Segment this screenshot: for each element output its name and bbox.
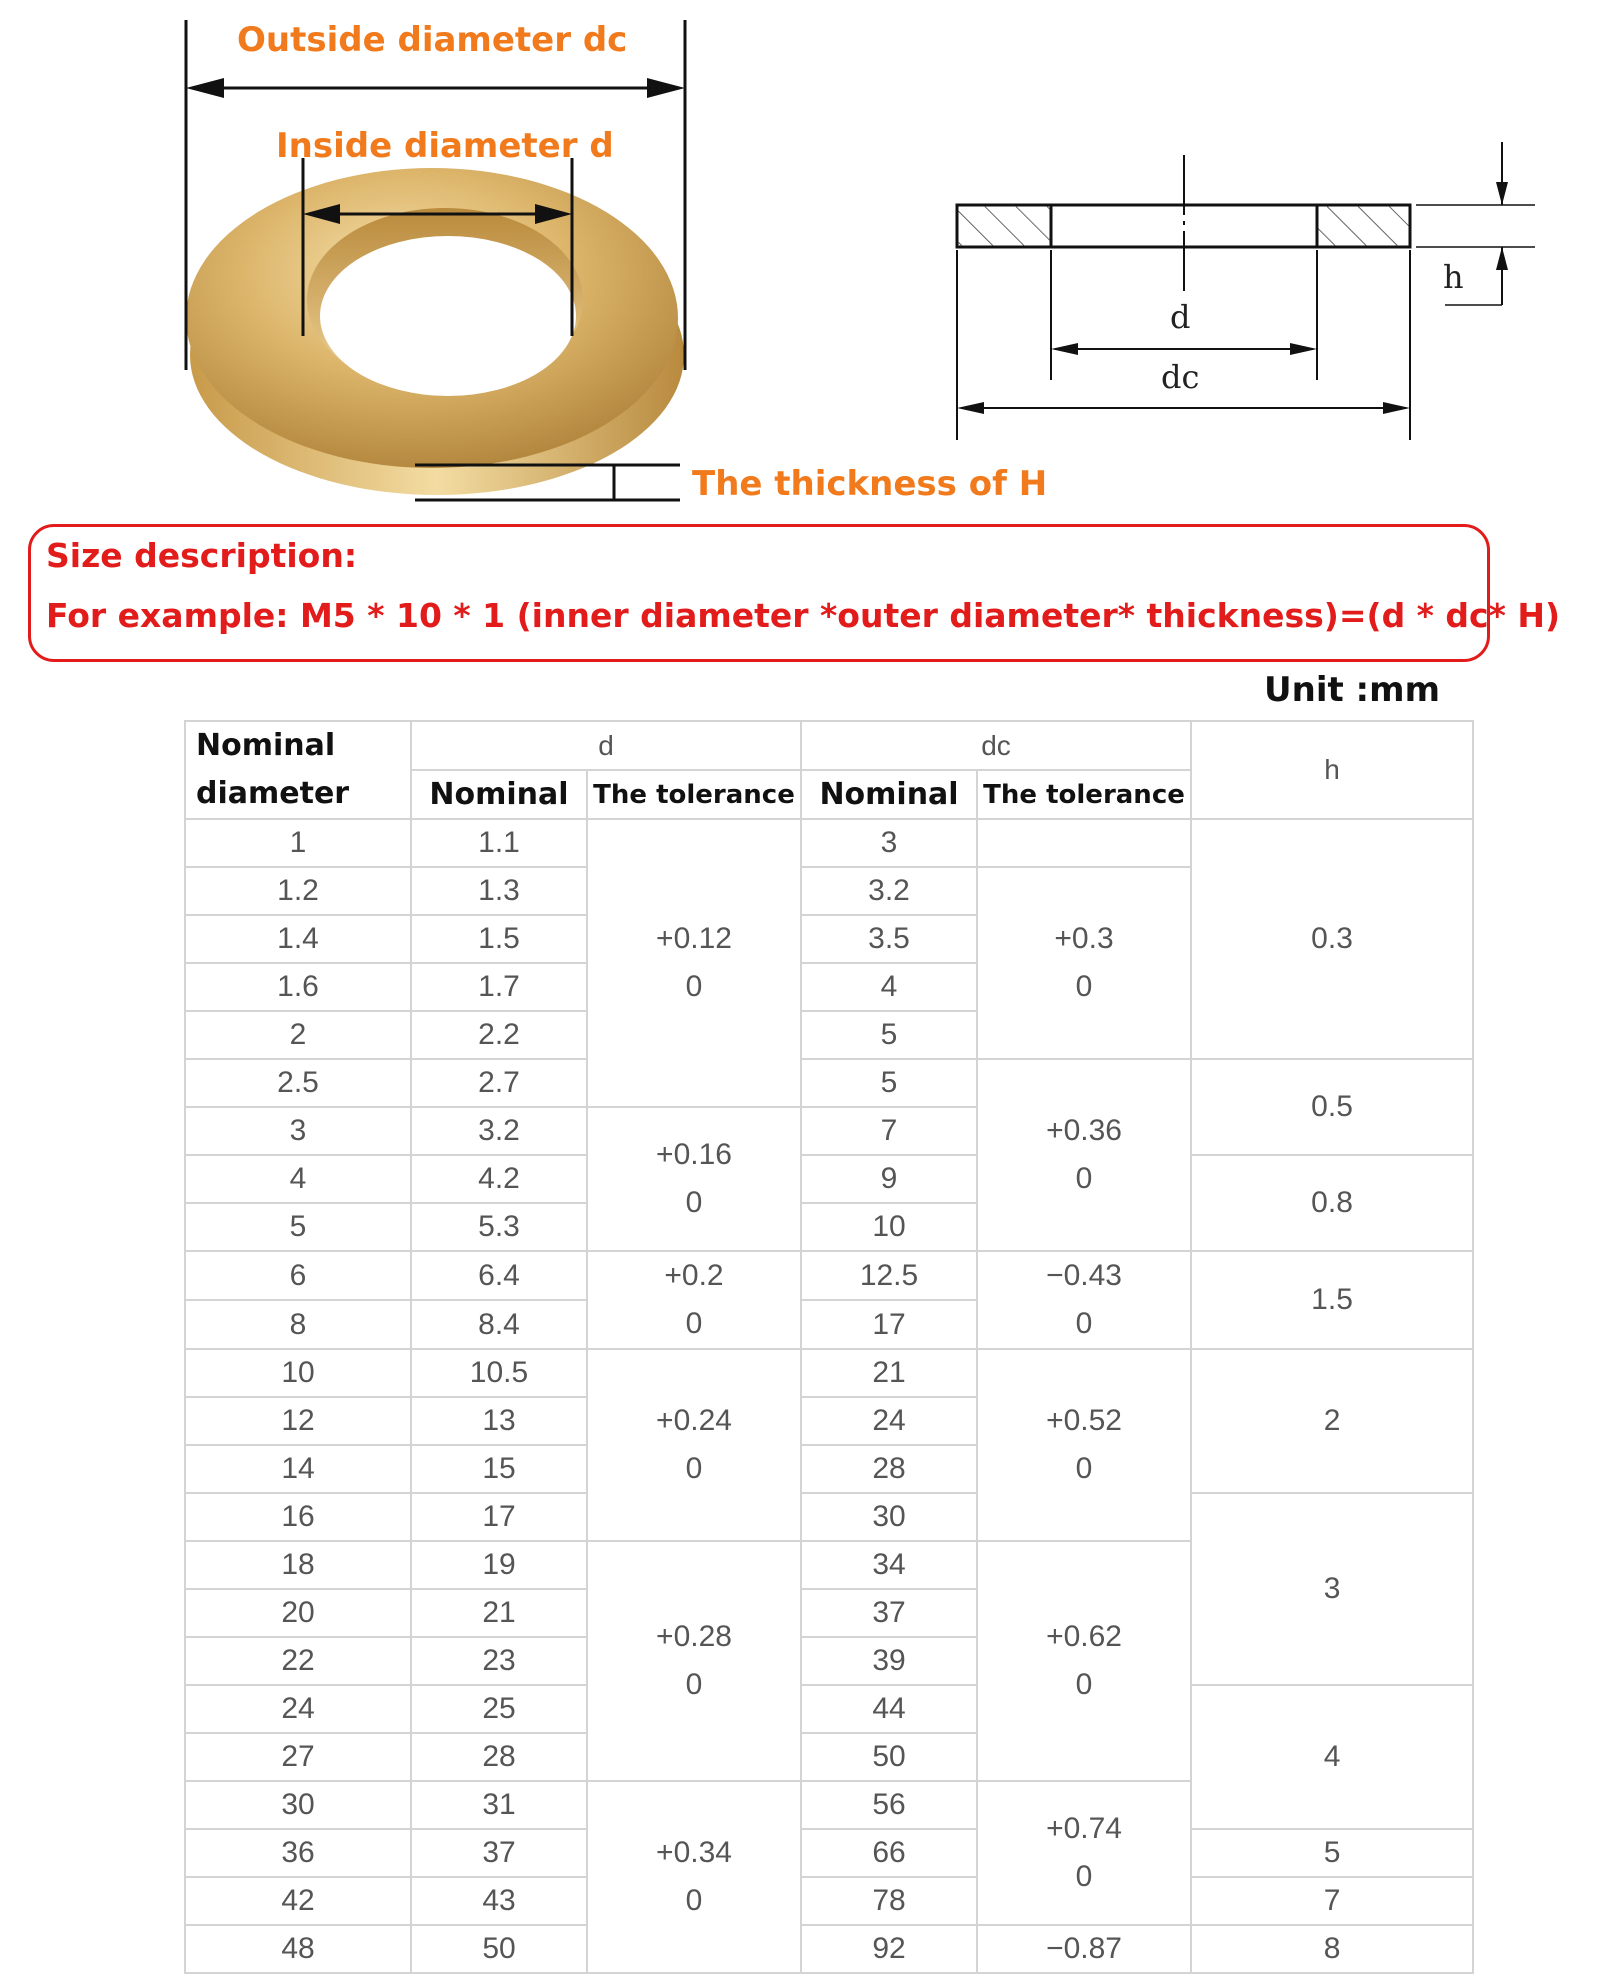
cell-d-nominal: 15 [411,1445,587,1493]
tolerance-lower: 0 [685,1884,703,1917]
unit-label: Unit :mm [1264,670,1441,710]
cell-nominal-diameter: 1 [185,819,411,867]
tolerance-lower: 0 [1075,1452,1093,1485]
cell-d-tolerance [587,1349,801,1541]
table-row [185,1349,1473,1397]
cell-h: 5 [1191,1829,1473,1877]
cell-nominal-diameter: 2 [185,1011,411,1059]
cell-h: 2 [1191,1349,1473,1493]
cell-d-nominal: 1.7 [411,963,587,1011]
header-dc-nominal: Nominal [801,770,977,819]
table-row [185,1925,1473,1973]
cell-nominal-diameter: 8 [185,1300,411,1349]
tolerance-lower: 0 [1075,970,1093,1003]
tolerance-lower: 0 [1075,1860,1093,1893]
cell-nominal-diameter: 14 [185,1445,411,1493]
tolerance-upper: +0.62 [1046,1620,1122,1653]
cell-dc-nominal: 44 [801,1685,977,1733]
outside-diameter-label: Outside diameter dc [237,20,628,60]
header-nominal-diameter [185,721,411,819]
cell-dc-nominal: 5 [801,1059,977,1107]
cell-dc-nominal: 50 [801,1733,977,1781]
inside-diameter-label: Inside diameter d [276,126,614,166]
drawing-dc-label: dc [1161,358,1200,396]
tolerance-lower: 0 [685,1186,703,1219]
cell-dc-nominal: 24 [801,1397,977,1445]
hatch-right [1317,206,1409,246]
cell-dc-nominal: 56 [801,1781,977,1829]
size-description-example: For example: M5 * 10 * 1 (inner diameter *outer diameter* thickness)=(d * dc* H) [46,596,1561,635]
cell-d-nominal: 2.2 [411,1011,587,1059]
cell-d-nominal: 1.5 [411,915,587,963]
size-description-title: Size description: [46,536,358,575]
cell-dc-nominal: 7 [801,1107,977,1155]
cell-nominal-diameter: 22 [185,1637,411,1685]
thickness-label: The thickness of H [692,464,1048,504]
cell-d-tolerance [587,1541,801,1781]
cell-dc-tolerance-empty [977,819,1191,867]
cell-dc-nominal: 3.2 [801,867,977,915]
tolerance-upper: +0.3 [1054,922,1114,955]
cell-dc-nominal: 28 [801,1445,977,1493]
cell-dc-nominal: 78 [801,1877,977,1925]
cell-dc-nominal: 92 [801,1925,977,1973]
cell-nominal-diameter: 6 [185,1251,411,1300]
table-header-row [185,721,1473,770]
cell-nominal-diameter: 1.4 [185,915,411,963]
cell-dc-nominal: 17 [801,1300,977,1349]
table-row [185,1059,1473,1107]
cell-h: 8 [1191,1925,1473,1973]
tolerance-upper: +0.52 [1046,1404,1122,1437]
cell-dc-nominal: 12.5 [801,1251,977,1300]
cell-dc-nominal: 5 [801,1011,977,1059]
cell-d-nominal: 50 [411,1925,587,1973]
cell-d-nominal: 19 [411,1541,587,1589]
cell-d-nominal: 28 [411,1733,587,1781]
cell-d-nominal: 21 [411,1589,587,1637]
tolerance-upper: +0.34 [656,1836,732,1869]
cell-nominal-diameter: 18 [185,1541,411,1589]
cell-nominal-diameter: 24 [185,1685,411,1733]
cell-dc-tolerance: −0.87 [977,1925,1191,1973]
cell-d-tolerance [587,819,801,1107]
table-row [185,1493,1473,1541]
cell-nominal-diameter: 16 [185,1493,411,1541]
cell-d-nominal: 43 [411,1877,587,1925]
cell-dc-tolerance [977,1251,1191,1349]
cell-d-nominal: 17 [411,1493,587,1541]
cell-d-nominal: 8.4 [411,1300,587,1349]
cell-dc-tolerance [977,1059,1191,1251]
cell-d-nominal: 37 [411,1829,587,1877]
header-dc-tolerance: The tolerance [977,770,1191,819]
tolerance-lower: 0 [1075,1307,1093,1340]
cell-d-nominal: 31 [411,1781,587,1829]
drawing-h-label: h [1443,258,1464,296]
cell-dc-nominal: 21 [801,1349,977,1397]
cell-dc-nominal: 9 [801,1155,977,1203]
cell-dc-nominal: 66 [801,1829,977,1877]
cell-d-nominal: 5.3 [411,1203,587,1251]
hatch-left [958,206,1051,246]
cell-nominal-diameter: 1.2 [185,867,411,915]
table-row [185,1877,1473,1925]
cell-dc-tolerance [977,1781,1191,1925]
cell-nominal-diameter: 10 [185,1349,411,1397]
tolerance-upper: +0.12 [656,922,732,955]
header-d-nominal: Nominal [411,770,587,819]
cell-nominal-diameter: 36 [185,1829,411,1877]
cell-dc-nominal: 30 [801,1493,977,1541]
cell-dc-tolerance [977,867,1191,1059]
cell-d-tolerance [587,1107,801,1251]
cell-d-nominal: 3.2 [411,1107,587,1155]
table-row [185,819,1473,867]
tolerance-upper: −0.43 [1046,1259,1122,1292]
tolerance-upper: +0.2 [664,1259,724,1292]
cell-nominal-diameter: 12 [185,1397,411,1445]
table-row [185,1829,1473,1877]
tolerance-upper: +0.74 [1046,1812,1122,1845]
tolerance-upper: +0.24 [656,1404,732,1437]
cell-h: 3 [1191,1493,1473,1685]
tolerance-lower: 0 [1075,1668,1093,1701]
cell-h: 0.8 [1191,1155,1473,1251]
cell-dc-nominal: 10 [801,1203,977,1251]
cell-h: 0.5 [1191,1059,1473,1155]
cell-nominal-diameter: 3 [185,1107,411,1155]
drawing-d-label: d [1170,298,1191,336]
tolerance-lower: 0 [685,970,703,1003]
cell-nominal-diameter: 1.6 [185,963,411,1011]
header-d: d [411,721,801,770]
cell-d-nominal: 4.2 [411,1155,587,1203]
header-d-tolerance: The tolerance [587,770,801,819]
spec-table [184,720,1474,1974]
tolerance-lower: 0 [685,1452,703,1485]
cell-dc-nominal: 34 [801,1541,977,1589]
cell-nominal-diameter: 30 [185,1781,411,1829]
header-h: h [1191,721,1473,819]
cell-d-nominal: 13 [411,1397,587,1445]
header-nominal-line2: diameter [196,776,350,811]
cell-h: 7 [1191,1877,1473,1925]
cell-h: 4 [1191,1685,1473,1829]
cell-nominal-diameter: 2.5 [185,1059,411,1107]
cell-dc-nominal: 3.5 [801,915,977,963]
cell-nominal-diameter: 48 [185,1925,411,1973]
cell-d-nominal: 2.7 [411,1059,587,1107]
tolerance-lower: 0 [1075,1162,1093,1195]
table-row [185,1685,1473,1733]
cell-d-nominal: 1.1 [411,819,587,867]
cell-nominal-diameter: 4 [185,1155,411,1203]
cross-section-drawing [940,140,1540,460]
cell-d-nominal: 1.3 [411,867,587,915]
cell-dc-tolerance [977,1349,1191,1541]
cell-dc-nominal: 3 [801,819,977,867]
tolerance-upper: +0.28 [656,1620,732,1653]
table-row [185,1155,1473,1203]
header-nominal-line1: Nominal [196,728,336,763]
table-row [185,1251,1473,1300]
cell-dc-nominal: 39 [801,1637,977,1685]
washer-photo [0,0,1060,510]
cell-d-nominal: 10.5 [411,1349,587,1397]
tolerance-lower: 0 [685,1307,703,1340]
cell-d-nominal: 25 [411,1685,587,1733]
cell-nominal-diameter: 20 [185,1589,411,1637]
cell-h: 1.5 [1191,1251,1473,1349]
cell-d-tolerance [587,1251,801,1349]
header-dc: dc [801,721,1191,770]
tolerance-upper: +0.36 [1046,1114,1122,1147]
cell-h: 0.3 [1191,819,1473,1059]
cell-dc-tolerance [977,1541,1191,1781]
cell-dc-nominal: 4 [801,963,977,1011]
cell-nominal-diameter: 27 [185,1733,411,1781]
cell-d-tolerance [587,1781,801,1973]
cell-d-nominal: 6.4 [411,1251,587,1300]
cell-dc-nominal: 37 [801,1589,977,1637]
tolerance-upper: +0.16 [656,1138,732,1171]
cell-nominal-diameter: 5 [185,1203,411,1251]
cell-nominal-diameter: 42 [185,1877,411,1925]
tolerance-lower: 0 [685,1668,703,1701]
cell-d-nominal: 23 [411,1637,587,1685]
